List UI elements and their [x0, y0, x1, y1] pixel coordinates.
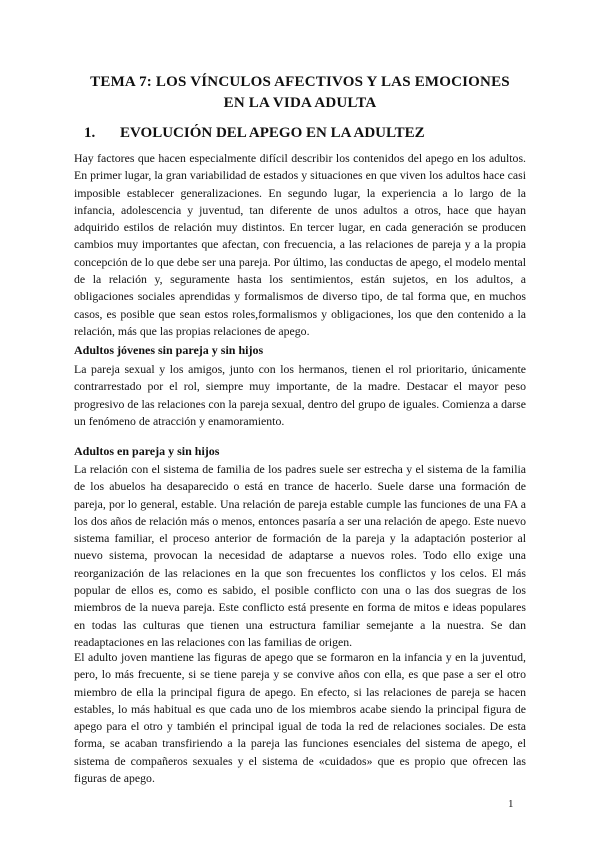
subheading-couples: Adultos en pareja y sin hijos	[74, 444, 220, 458]
paragraph-intro: Hay factores que hacen especialmente difícil describir los contenidos del apego en los adultos. En primer lugar, la gran variabilidad de estados y situaciones en que viven los adultos hace casi imposible establecer generalizaciones. En segundo lugar, la experiencia a lo largo de la infancia, adolescencia y juventud, tan diferente de unos adultos a otros, hace que hayan adquirido estilos de relación muy distintos. En tercer lugar, en cada generación se producen cambios muy importantes que afectan, con frecuencia, a las relaciones de pareja y a la propia concepción de lo que debe ser una pareja. Por último, las conductas de apego, el modelo mental de la relación y, seguramente hasta los sentimientos, están sujetos, en los adultos, a obligaciones sociales aprendidas y formalismos de diverso tipo, de tal forma que, en muchos casos, es posible que sean estos roles,formalismos y obligaciones, los que den contenido a la relación, más que las propias relaciones de apego.	[74, 151, 526, 338]
section-title: EVOLUCIÓN DEL APEGO EN LA ADULTEZ	[120, 125, 425, 141]
page-title: TEMA 7: LOS VÍNCULOS AFECTIVOS Y LAS EMOCIONES EN LA VIDA ADULTA	[90, 74, 510, 111]
subheading-young-adults: Adultos jóvenes sin pareja y sin hijos	[74, 343, 264, 357]
paragraph-young-adults: La pareja sexual y los amigos, junto con los hermanos, tienen el rol prioritario, únicamente contrarrestado por el rol, siempre muy importante, de la madre. Destacar el mayor peso progresivo de las relaciones con la pareja sexual, dentro del grupo de iguales. Comienza a darse un fenómeno de atracción y enamoramiento.	[74, 362, 526, 428]
page-number: 1	[508, 798, 514, 810]
section-heading	[84, 124, 524, 142]
paragraph-couples: La relación con el sistema de familia de los padres suele ser estrecha y el sistema de la familia de los abuelos ha desaparecido o está en trance de hacerlo. Suele darse una formación de pareja, por lo general, estable. Una relación de pareja estable cumple las funciones de una FA a los dos años de relación más o menos, entonces pasaría a ser una relación de apego. Este nuevo sistema familiar, el proceso anterior de formación de la pareja y la adaptación posterior al nuevo sistema, provocan la necesidad de adaptarse a nuevos roles. Todo ello exige una reorganización de las relaciones en la que son frecuentes los conflictos y los celos. El más popular de ellos es, como es sabido, el posible conflicto con una o las dos suegras de los miembros de la nueva pareja. Este conflicto está presente en forma de mitos e ideas populares en todas las culturas que tienen una estructura familiar semejante a la nuestra. Se dan readaptaciones en las relaciones con las familias de origen.	[74, 462, 526, 649]
paragraph-attachment-figures: El adulto joven mantiene las figuras de apego que se formaron en la infancia y en la juventud, pero, lo más frecuente, si se tiene pareja y se convive años con ella, es que pase a ser el otro miembro de ella la principal figura de apego. En efecto, si las relaciones de pareja se hacen estables, lo más habitual es que cada uno de los miembros acabe siendo la principal figura de apego para el otro y también el principal igual de toda la red de relaciones sociales. De esta forma, se acaban transfiriendo a la pareja las funciones esenciales del sistema de apego, el sistema de compañeros sexuales y el sistema de «cuidados» que es propio que ofrecen las figuras de apego.	[74, 650, 526, 786]
section-number: 1.	[84, 125, 96, 141]
